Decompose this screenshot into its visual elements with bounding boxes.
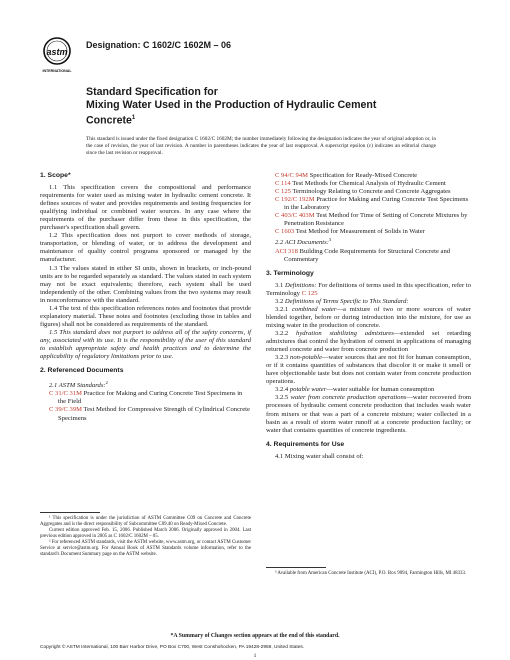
page-title	[86, 86, 416, 128]
section-1-heading: 1. Scope*	[40, 172, 71, 179]
right-column	[266, 172, 471, 461]
footnote-divider-right	[266, 567, 326, 568]
para-3-2-1: 3.2.1 combined water—a mixture of two or more sources of water blended together, before or during introduction into the mixture, for use as mixing water in the production of concrete.	[266, 305, 471, 329]
ref-link[interactable]: C 403/C 403M	[275, 212, 315, 220]
issued-note: This standard is issued under the fixed designation C 1602/C 1602M; the number immediately following the designation indicates the year of original adoption or, in the case of revision, the year of last revision. A number in parentheses indicates the year of last reapproval. A superscript epsilon (ε) indicates an editorial change since the last revision or reapproval.	[86, 136, 436, 156]
para-3-1: 3.1 Definitions: For definitions of terms used in this specification, refer to Terminology C 125	[266, 281, 472, 297]
ref-item: C 192/C 192M Practice for Making and Curing Concrete Test Specimens in the Laboratory	[275, 196, 469, 212]
para-1-3: 1.3 The values stated in either SI units, shown in brackets, or inch-pound units are to be regarded separately as standard. The values stated in each system may not be exact equivalents; therefore, each system shall be used independently of the other. Combining values from the two systems may result in nonconformance with the standard.	[40, 264, 251, 304]
ref-link[interactable]: C 125	[301, 289, 318, 297]
footnote-divider-left	[40, 512, 100, 513]
ref-link[interactable]: C 192/C 192M	[275, 196, 315, 204]
astm-logo	[40, 36, 74, 76]
para-1-2: 1.2 This specification does not purport to cover methods of storage, transportation, or blending of water, or to address the development and maintenance of quality control programs sponsored or managed by the manufacturer.	[40, 232, 251, 264]
footnotes-right	[266, 571, 471, 577]
ref-item: C 114 Test Methods for Chemical Analysis of Hydraulic Cement	[275, 180, 446, 188]
para-3-2-4: 3.2.4 potable water—water suitable for human consumption	[275, 386, 435, 394]
left-column	[40, 172, 251, 423]
footnote-3: ³ Available from American Concrete Institute (ACI), P.O. Box 9094, Farmington Hills, MI 48333.	[275, 571, 467, 576]
para-2-2: 2.2 ACI Documents:$^3$	[275, 237, 332, 247]
title-line2: Mixing Water Used in the Production of Hydraulic Cement	[86, 99, 377, 111]
ref-link[interactable]: C 114	[275, 180, 291, 188]
ref-link[interactable]: C 125	[275, 188, 291, 196]
para-3-2: 3.2 Definitions of Terms Specific to This Standard:	[275, 297, 409, 305]
para-1-4: 1.4 The text of this specification references notes and footnotes that provide explanatory material. These notes and footnotes (excluding those in tables and figures) shall not be considered as requirements of the standard.	[40, 304, 251, 328]
section-2-heading: 2. Referenced Documents	[40, 367, 124, 375]
title-line1: Standard Specification for	[86, 86, 218, 98]
ref-item: C 94/C 94M Specification for Ready-Mixed Concrete	[275, 172, 418, 179]
footnote-1: ¹ This specification is under the jurisdiction of ASTM Committee C09 on Concrete and Concrete Aggregates and is the direct responsibility of Subcommittee C09.40 on Ready-Mixed Concrete.	[40, 516, 251, 527]
footnote-2: ² For referenced ASTM standards, visit the ASTM website, www.astm.org, or contact ASTM Customer Service at service@astm.org. For Annual Book of ASTM Standards volume information, refer to the standard's Document Summary page on the ASTM website.	[40, 540, 251, 557]
svg-text:astm: astm	[46, 47, 68, 57]
svg-text:INTERNATIONAL: INTERNATIONAL	[42, 69, 72, 73]
ref-item: C 1603 Test Method for Measurement of Solids in Water	[275, 228, 425, 236]
para-1-5: 1.5 This standard does not purport to address all of the safety concerns, if any, associated with its use. It is the responsibility of the user of this standard to establish appropriate safety and health practices and to determine the applicability of regulatory limitations prior to use.	[40, 328, 251, 361]
page-number: 1	[253, 653, 257, 659]
footnotes-left	[40, 516, 251, 558]
para-2-1: 2.1 ASTM Standards:$^2$	[49, 380, 108, 390]
designation: Designation: C 1602/C 1602M – 06	[86, 40, 232, 50]
title-line3: Concrete$^1$	[86, 114, 136, 127]
ref-link[interactable]: ACI 318	[275, 247, 298, 255]
para-4-1: 4.1 Mixing water shall consist of:	[275, 452, 364, 460]
aci-ref-item: ACI 318 Building Code Requirements for Structural Concrete and Commentary	[275, 247, 451, 263]
ref-link[interactable]: C 39/C 39M	[49, 406, 82, 414]
ref-link[interactable]: C 94/C 94M	[275, 172, 308, 179]
copyright: Copyright © ASTM International, 100 Barr Harbor Drive, PO Box C700, West Conshohocken, PA 19428-2959, United States.	[40, 645, 305, 650]
ref-link[interactable]: C 1603	[275, 228, 295, 236]
para-3-2-5: 3.2.5 water from concrete production operations—water recovered from processes of hydraulic cement concrete production that includes wash water from mixers or that was a part of a concrete mixture; water collected in a basin as a result of storm water runoff at a concrete production facility; or water that contains quantities of concrete ingredients.	[266, 394, 471, 434]
section-4-heading: 4. Requirements for Use	[266, 440, 345, 448]
ref-item: C 403/C 403M Test Method for Time of Setting of Concrete Mixtures by Penetration Resistance	[275, 212, 468, 228]
ref-link[interactable]: C 31/C 31M	[49, 390, 82, 398]
footnote-1b: Current edition approved Feb. 15, 2006. Published March 2006. Originally approved in 2004. Last previous edition approved in 2005 as C 1602/C 1602M – 05.	[40, 528, 251, 539]
para-1-1: 1.1 This specification covers the compositional and performance requirements for water used as mixing water in hydraulic cement concrete. It defines sources of water and provides requirements and testing frequencies for qualifying individual or combined water sources. In any case where the requirements of the purchaser differ from these in this specification, the purchaser's specification shall govern.	[40, 184, 251, 232]
para-3-2-3: 3.2.3 non-potable—water sources that are not fit for human consumption, or if it contains quantities of substances that discolor it or make it smell or have objectionable taste but does not contain water from concrete production operations.	[266, 354, 471, 386]
ref-item: C 31/C 31M Practice for Making and Curing Concrete Test Specimens in the Field	[49, 390, 243, 406]
title-footnote-mark: 1	[131, 115, 136, 121]
ref-item: C 125 Terminology Relating to Concrete and Concrete Aggregates	[275, 188, 451, 196]
section-3-heading: 3. Terminology	[266, 269, 314, 277]
ref-item: C 39/C 39M Test Method for Compressive Strength of Cylindrical Concrete Specimens	[49, 406, 250, 422]
para-3-2-2: 3.2.2 hydration stabilizing admixtures—extended set retarding admixtures that control the hydration of cement in applications of managing returned concrete and water from concrete production	[266, 330, 471, 354]
summary-of-changes-note: *A Summary of Changes section appears at the end of this standard.	[170, 633, 340, 639]
